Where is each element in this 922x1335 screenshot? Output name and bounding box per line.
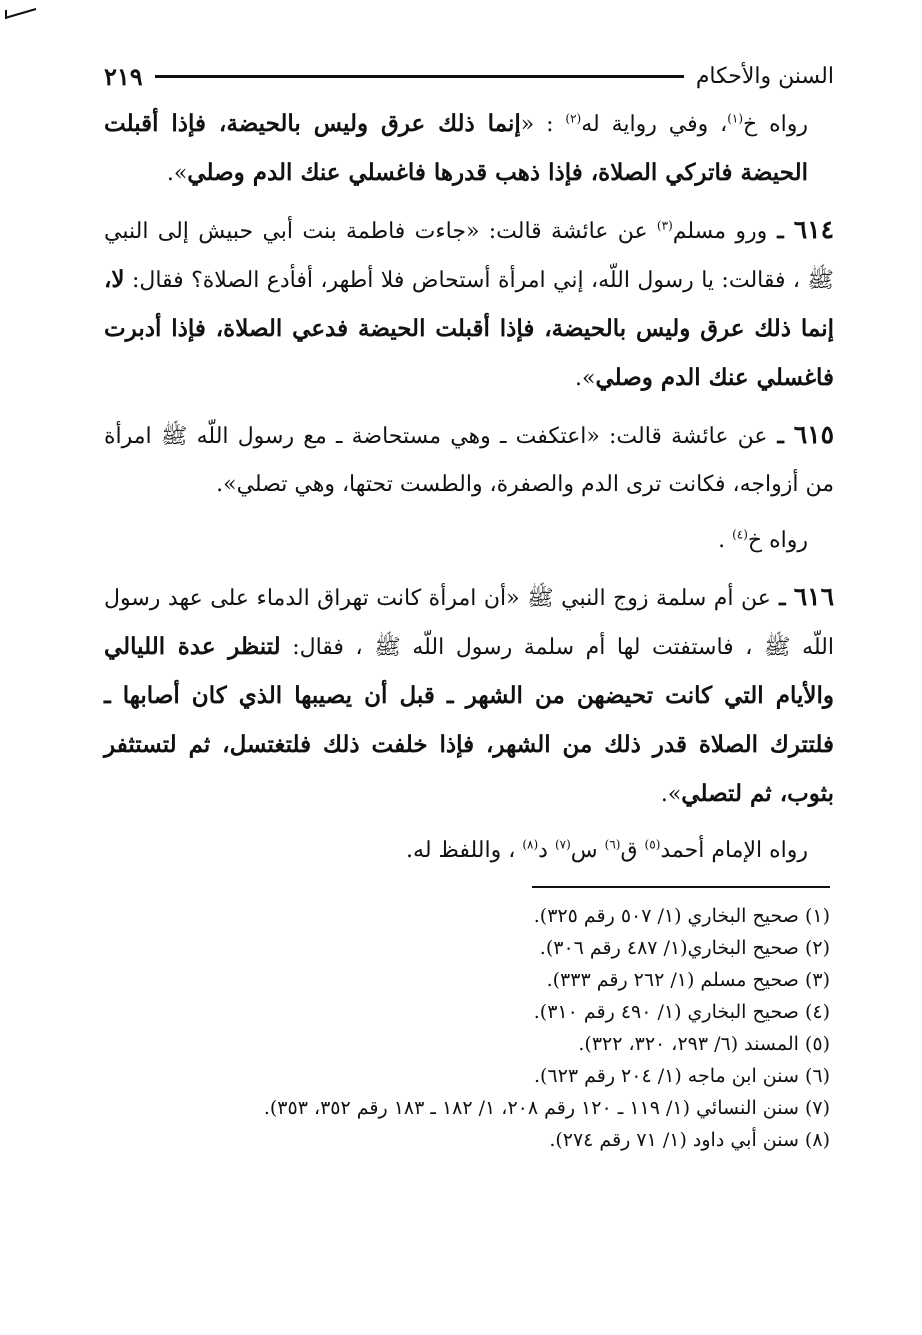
hadith-number-615: ٦١٥ xyxy=(793,420,835,449)
footnotes xyxy=(120,900,830,1156)
footnote-7: (٧) سنن النسائي (١/ ١١٩ ـ ١٢٠ رقم ٢٠٨، ١/ ١٨٢ ـ ١٨٣ رقم ٣٥٢، ٣٥٣). xyxy=(263,1097,830,1119)
source-letter-q: ق xyxy=(620,838,645,863)
footnote-ref-4: (٤) xyxy=(732,527,748,542)
footnote-6: (٦) سنن ابن ماجه (١/ ٢٠٤ رقم ٦٢٣). xyxy=(533,1065,830,1087)
hadith-615 xyxy=(104,411,834,509)
main-text xyxy=(104,100,834,883)
hadith-dash: ـ xyxy=(767,218,794,244)
footnote-3: (٣) صحيح مسلم (١/ ٢٦٢ رقم ٣٣٣). xyxy=(546,969,830,991)
hadith-614-text-c: ». xyxy=(575,366,596,391)
hadith-number-616: ٦١٦ xyxy=(793,582,835,611)
hadith-615-attribution xyxy=(104,517,834,565)
intro-text-a: رواه خ xyxy=(743,112,808,137)
header-rule xyxy=(155,75,684,78)
page-header xyxy=(104,58,834,94)
hadith-616-attribution xyxy=(104,827,834,875)
footnote-2: (٢) صحيح البخاري(١/ ٤٨٧ رقم ٣٠٦). xyxy=(539,937,830,959)
intro-paragraph xyxy=(104,100,834,198)
intro-hadith-bold: إنما ذلك عرق وليس بالحيضة، فإذا أقبلت الحيضة فاتركي الصلاة، فإذا ذهب قدرها فاغسلي عنك الدم وصلي xyxy=(104,110,808,186)
intro-text-c: : « xyxy=(520,112,566,137)
hadith-616 xyxy=(104,573,834,819)
footnote-1: (١) صحيح البخاري (١/ ٥٠٧ رقم ٣٢٥). xyxy=(533,905,830,927)
attribution-text: رواه الإمام أحمد xyxy=(660,838,808,863)
intro-text-d: ». xyxy=(166,161,188,186)
source-letter-s: س xyxy=(570,838,605,863)
footnote-8: (٨) سنن أبي داود (١/ ٧١ رقم ٢٧٤). xyxy=(549,1129,830,1151)
hadith-615-text: عن عائشة قالت: «اعتكفت ـ وهي مستحاضة ـ مع رسول اللّه ﷺ امرأة من أزواجه، فكانت ترى الدم والصفرة، والطست تحتها، وهي تصلي». xyxy=(104,424,834,497)
page-number: ٢١٩ xyxy=(104,61,143,91)
intro-text-b: ، وفي رواية له xyxy=(581,112,728,137)
corner-scan-mark xyxy=(4,6,38,20)
hadith-dash: ـ xyxy=(770,585,794,611)
footnote-5: (٥) المسند (٦/ ٢٩٣، ٣٢٠، ٣٢٢). xyxy=(578,1033,830,1055)
attribution-text: رواه خ xyxy=(747,528,808,553)
footnote-ref-7: (٧) xyxy=(554,837,571,852)
source-letter-d: د xyxy=(538,838,555,863)
footnote-separator xyxy=(532,886,830,888)
hadith-614-bold: لا، إنما ذلك عرق وليس بالحيضة، فإذا أقبلت الحيضة فدعي الصلاة، فإذا أدبرت فاغسلي عنك الدم وصلي xyxy=(104,266,834,391)
footnote-ref-2: (٢) xyxy=(565,111,582,126)
footnote-ref-6: (٦) xyxy=(604,837,621,852)
footnote-ref-1: (١) xyxy=(727,111,744,126)
hadith-614 xyxy=(104,206,834,403)
footnote-ref-3: (٣) xyxy=(656,218,673,233)
running-title: السنن والأحكام xyxy=(695,63,834,89)
attribution-end: ، واللفظ له. xyxy=(406,838,523,863)
hadith-614-text-a: ورو مسلم xyxy=(672,219,768,244)
hadith-616-text-a: عن أم سلمة زوج النبي ﷺ «أن امرأة كانت تهراق الدماء على عهد رسول اللّه ﷺ ، فاستفتت لها أم سلمة رسول اللّه ﷺ ، فقال: xyxy=(104,586,834,660)
hadith-number-614: ٦١٤ xyxy=(793,215,835,244)
hadith-616-bold: لتنظر عدة الليالي والأيام التي كانت تحيضهن من الشهر ـ قبل أن يصيبها الذي كان أصابها ـ فلتترك الصلاة قدر ذلك من الشهر، فإذا خلفت ذلك فلتغتسل، ثم لتستثفر بثوب، ثم لتصلي xyxy=(104,633,834,807)
footnote-ref-8: (٨) xyxy=(522,837,539,852)
footnote-ref-5: (٥) xyxy=(644,837,661,852)
hadith-616-text-c: ». xyxy=(660,782,682,807)
footnote-4: (٤) صحيح البخاري (١/ ٤٩٠ رقم ٣١٠). xyxy=(533,1001,830,1023)
hadith-614-text-b: عن عائشة قالت: «جاءت فاطمة بنت أبي حبيش إلى النبي ﷺ ، فقالت: يا رسول اللّه، إني امرأة أستحاض فلا أطهر، أفأدع الصلاة؟ فقال: xyxy=(104,219,834,293)
hadith-dash: ـ xyxy=(767,423,794,449)
attribution-end: . xyxy=(718,528,733,553)
